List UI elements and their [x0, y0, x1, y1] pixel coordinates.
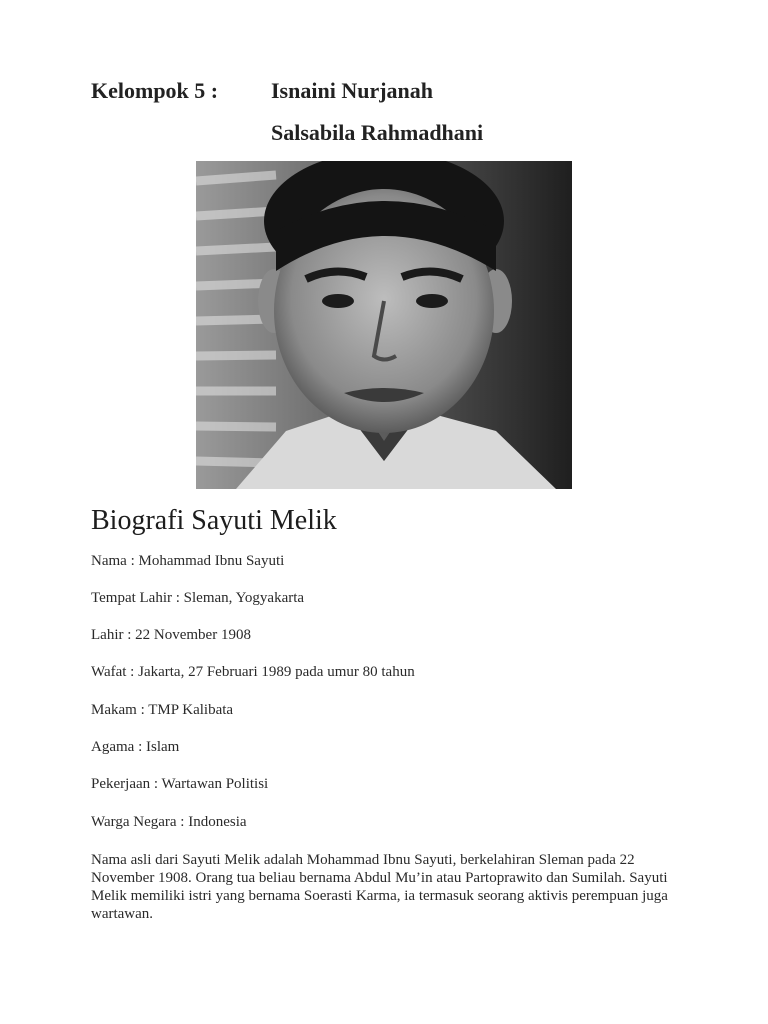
field-nama: Nama : Mohammad Ibnu Sayuti	[91, 553, 285, 569]
bio-paragraph: Nama asli dari Sayuti Melik adalah Mohammad Ibnu Sayuti, berkelahiran Sleman pada 22 November 1908. Orang tua beliau bernama Abdul Mu’in atau Partoprawito dan Sumilah. Sayuti Melik memiliki istri yang bernama Soerasti Karma, ia termasuk seorang aktivis perempuan juga wartawan.	[91, 852, 668, 922]
member-name-1: Isnaini Nurjanah	[271, 78, 434, 103]
field-pekerjaan: Pekerjaan : Wartawan Politisi	[91, 776, 269, 792]
page-title: Biografi Sayuti Melik	[91, 505, 337, 536]
field-agama: Agama : Islam	[91, 739, 180, 755]
field-warga-negara: Warga Negara : Indonesia	[91, 814, 247, 830]
field-wafat: Wafat : Jakarta, 27 Februari 1989 pada umur 80 tahun	[91, 664, 415, 680]
field-lahir: Lahir : 22 November 1908	[91, 627, 251, 643]
portrait-photo-icon	[196, 161, 572, 489]
field-makam: Makam : TMP Kalibata	[91, 702, 234, 718]
group-label: Kelompok 5 :	[91, 78, 219, 103]
field-tempat-lahir: Tempat Lahir : Sleman, Yogyakarta	[91, 590, 305, 606]
member-name-2: Salsabila Rahmadhani	[271, 120, 484, 145]
portrait-photo	[196, 161, 572, 489]
